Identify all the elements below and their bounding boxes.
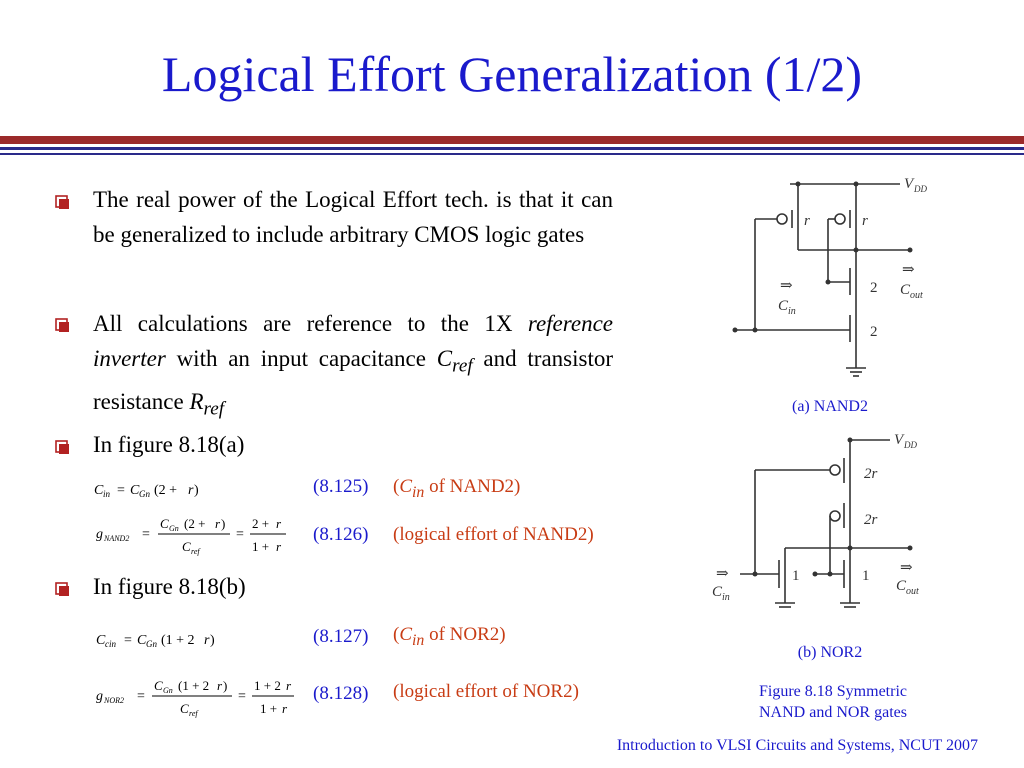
equation-8-127 <box>92 626 232 652</box>
nand2-schematic <box>720 170 960 390</box>
caption-nand2: (a) NAND2 <box>792 398 868 415</box>
svg-text:(2 +: (2 + <box>184 516 206 531</box>
svg-text:Gn: Gn <box>146 639 157 649</box>
bullet-icon <box>55 195 69 209</box>
svg-text:C: C <box>96 633 106 648</box>
bullet-icon <box>55 582 69 596</box>
nor2-schematic <box>700 428 960 618</box>
svg-text:out: out <box>910 290 923 301</box>
svg-text:C: C <box>137 633 147 648</box>
svg-text:C: C <box>180 701 189 716</box>
bullet-2: All calculations are reference to the 1X reference inverter with an input capacitance $C_{ref}$ and transistor resistance $R_{ref}$ <box>93 311 614 420</box>
bullet-1: The real power of the Logical Effort tech. is that it can be generalized to include arbitrary CMOS logic gates <box>93 187 613 247</box>
eq-note: (logical effort of NAND2) <box>393 524 594 545</box>
eq-note: (logical effort of NOR2) <box>393 681 579 702</box>
svg-text:=: = <box>236 527 244 542</box>
svg-text:Gn: Gn <box>139 489 150 499</box>
figure-caption-line1: Figure 8.18 Symmetric <box>759 683 907 700</box>
eq-note: ($C_{in}$ of NOR2) <box>393 624 506 649</box>
svg-text:r: r <box>862 213 868 229</box>
svg-text:r: r <box>204 633 210 648</box>
eq-number: (8.128) <box>313 683 369 704</box>
svg-text:): ) <box>194 483 199 498</box>
title-divider-blue-thin <box>0 153 1024 155</box>
svg-text:V: V <box>904 176 914 192</box>
svg-text:): ) <box>223 678 228 693</box>
svg-text:C: C <box>94 483 104 498</box>
title-divider-red <box>0 136 1024 144</box>
svg-text:=: = <box>142 527 150 542</box>
figure-caption-line2: NAND and NOR gates <box>759 704 907 721</box>
svg-text:2: 2 <box>870 324 878 340</box>
bullet-icon <box>55 440 69 454</box>
svg-text:): ) <box>221 516 226 531</box>
equation-8-128 <box>92 672 302 722</box>
svg-text:C: C <box>182 539 191 554</box>
svg-text:2r: 2r <box>864 512 878 528</box>
svg-text:(1 + 2: (1 + 2 <box>178 678 210 693</box>
svg-text:NOR2: NOR2 <box>104 696 124 705</box>
eq-note: ($C_{in}$ of NAND2) <box>393 476 521 501</box>
svg-text:2r: 2r <box>864 466 878 482</box>
svg-text:DD: DD <box>904 440 917 450</box>
svg-text:1: 1 <box>792 568 800 584</box>
svg-text:1 +: 1 + <box>260 701 278 716</box>
svg-text:Gn: Gn <box>169 524 179 533</box>
caption-nor2: (b) NOR2 <box>797 644 863 661</box>
svg-text:⇒: ⇒ <box>902 262 915 278</box>
svg-text:ref: ref <box>191 547 200 556</box>
svg-text:C: C <box>154 678 163 693</box>
svg-text:r: r <box>276 539 282 554</box>
svg-text:=: = <box>124 633 132 648</box>
svg-text:⇒: ⇒ <box>900 560 913 576</box>
svg-text:=: = <box>238 689 246 704</box>
svg-text:=: = <box>137 689 145 704</box>
eq-number: (8.127) <box>313 626 369 647</box>
svg-text:C: C <box>160 516 169 531</box>
svg-text:V: V <box>894 432 904 448</box>
svg-text:g: g <box>96 689 103 704</box>
svg-text:r: r <box>217 678 223 693</box>
title-divider-blue <box>0 147 1024 150</box>
svg-text:C: C <box>712 584 723 600</box>
svg-text:r: r <box>804 213 810 229</box>
svg-text:2: 2 <box>870 280 878 296</box>
svg-text:DD: DD <box>914 184 927 194</box>
svg-text:C: C <box>900 282 911 298</box>
svg-text:1 + 2: 1 + 2 <box>254 678 281 693</box>
svg-text:Gn: Gn <box>163 686 173 695</box>
svg-text:1: 1 <box>862 568 870 584</box>
svg-text:ref: ref <box>189 709 198 718</box>
svg-text:NAND2: NAND2 <box>104 534 130 543</box>
svg-text:r: r <box>282 701 288 716</box>
svg-text:r: r <box>215 516 221 531</box>
svg-text:in: in <box>103 489 111 499</box>
svg-text:r: r <box>188 483 194 498</box>
svg-text:cin: cin <box>105 639 116 649</box>
equation-8-125 <box>90 476 230 502</box>
svg-text:C: C <box>778 298 789 314</box>
svg-text:(1 + 2: (1 + 2 <box>161 633 195 648</box>
svg-text:⇒: ⇒ <box>716 566 729 582</box>
svg-text:C: C <box>896 578 907 594</box>
bullet-4: In figure 8.18(b) <box>93 574 246 599</box>
eq-number: (8.126) <box>313 524 369 545</box>
svg-text:): ) <box>210 633 215 648</box>
svg-text:2 +: 2 + <box>252 516 270 531</box>
svg-text:in: in <box>722 592 730 603</box>
equation-8-126 <box>92 510 292 560</box>
svg-text:(2 +: (2 + <box>154 483 178 498</box>
svg-text:⇒: ⇒ <box>780 278 793 294</box>
svg-text:r: r <box>276 516 282 531</box>
eq-number: (8.125) <box>313 476 369 497</box>
svg-text:C: C <box>130 483 140 498</box>
footer-text: Introduction to VLSI Circuits and Systems, NCUT 2007 <box>616 737 978 754</box>
svg-text:g: g <box>96 527 103 542</box>
slide-title: Logical Effort Generalization (1/2) <box>161 46 863 102</box>
bullet-icon <box>55 318 69 332</box>
svg-text:out: out <box>906 586 919 597</box>
bullet-3: In figure 8.18(a) <box>93 432 245 457</box>
svg-text:=: = <box>117 483 125 498</box>
svg-text:1 +: 1 + <box>252 539 270 554</box>
svg-text:in: in <box>788 306 796 317</box>
svg-text:r: r <box>286 678 292 693</box>
